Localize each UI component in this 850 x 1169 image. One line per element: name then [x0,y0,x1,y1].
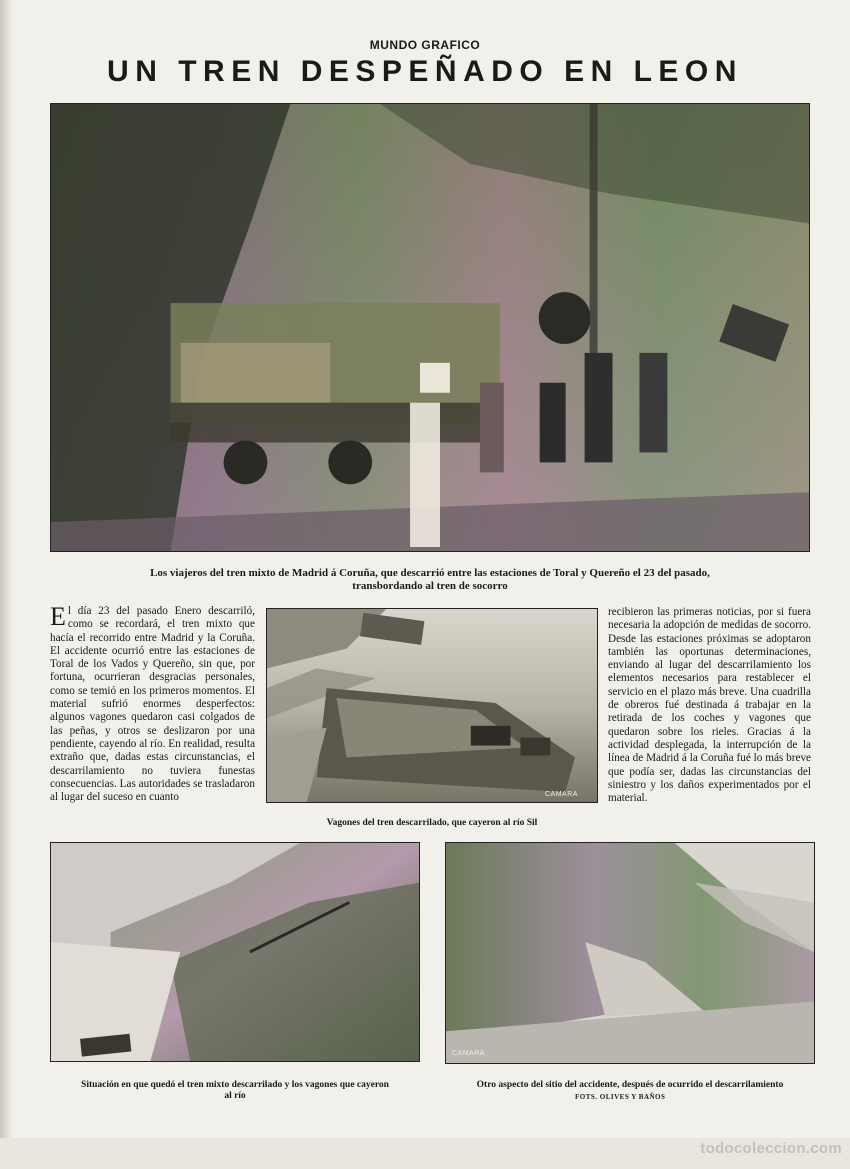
photo-passengers-transfer [50,103,810,552]
article-right-column: recibieron las primeras noticias, por si fuera necesaria la adopción de medidas de socorro. Desde las estaciones próximas se adoptaron también las oportunas determinaciones, enviando al lugar del descarrilamiento los elementos necesarios para restablecer el servicio en el plazo más breve. Una cuadrilla de obreros fué destinada á trabajar en la retirada de los coches y vagones que quedaron sobre los rieles. Gracias á la actividad desplegada, la interrupción de la línea de Madrid á la Coruña fué lo más breve que podía ser, dadas las circunstancias del siniestro y los daños experimentados por el material. [608,606,811,805]
article-left-text: l día 23 del pasado Enero descarriló, como se recordará, el tren mixto que hacía el recorrido entre Madrid y la Coruña. El accidente ocurrió entre las estaciones de Toral de los Vados y Quereño, sin que, por fortuna, ocurrieran desgracias personales, como se temió en los primeros momentos. El material sufrió enormes desperfectos: algunos vagones quedaron casi colgados de las peñas, y otros se deslizaron por una pendiente, cayendo al río. En realidad, resulta extraño que, dadas estas circunstancias, el descarrilamiento no tuviera funestas consecuencias. Las autoridades se trasladaron al lugar del suceso en cuanto [50,605,255,804]
bottom-right-photo-caption: Otro aspecto del sitio del accidente, después de ocurrido el descarrilamiento [476,1080,784,1090]
watermark: todocoleccion.com [700,1140,842,1157]
article-left-column [50,602,255,804]
article-dropcap: E [50,602,66,631]
photo-wagons-in-river [266,608,598,803]
bottom-right-photo-signature: CAMARA [452,1050,485,1057]
photo-credit: FOTS. OLIVES Y BAÑOS [575,1093,666,1101]
top-photo-caption-line-1: Los viajeros del tren mixto de Madrid á Coruña, que descarrió entre las estaciones de Toral y Quereño el 23 del pasado, [150,567,710,579]
bottom-left-photo-caption [50,1080,420,1102]
photo-derailed-train-situation [50,842,420,1062]
top-photo-caption-line-2: transbordando al tren de socorro [352,580,508,592]
page-edge [0,0,14,1169]
top-photo-caption [50,567,810,593]
headline: UN TREN DESPEÑADO EN LEON [107,55,743,88]
photo-accident-site [445,842,815,1064]
bottom-left-caption-line-2: al río [224,1091,246,1101]
middle-photo-signature: CAMARA [545,791,578,798]
middle-photo-caption: Vagones del tren descarrilado, que cayeron al río Sil [326,818,538,828]
bottom-left-caption-line-1: Situación en que quedó el tren mixto descarrilado y los vagones que cayeron [81,1080,389,1090]
masthead: MUNDO GRAFICO [369,38,481,52]
